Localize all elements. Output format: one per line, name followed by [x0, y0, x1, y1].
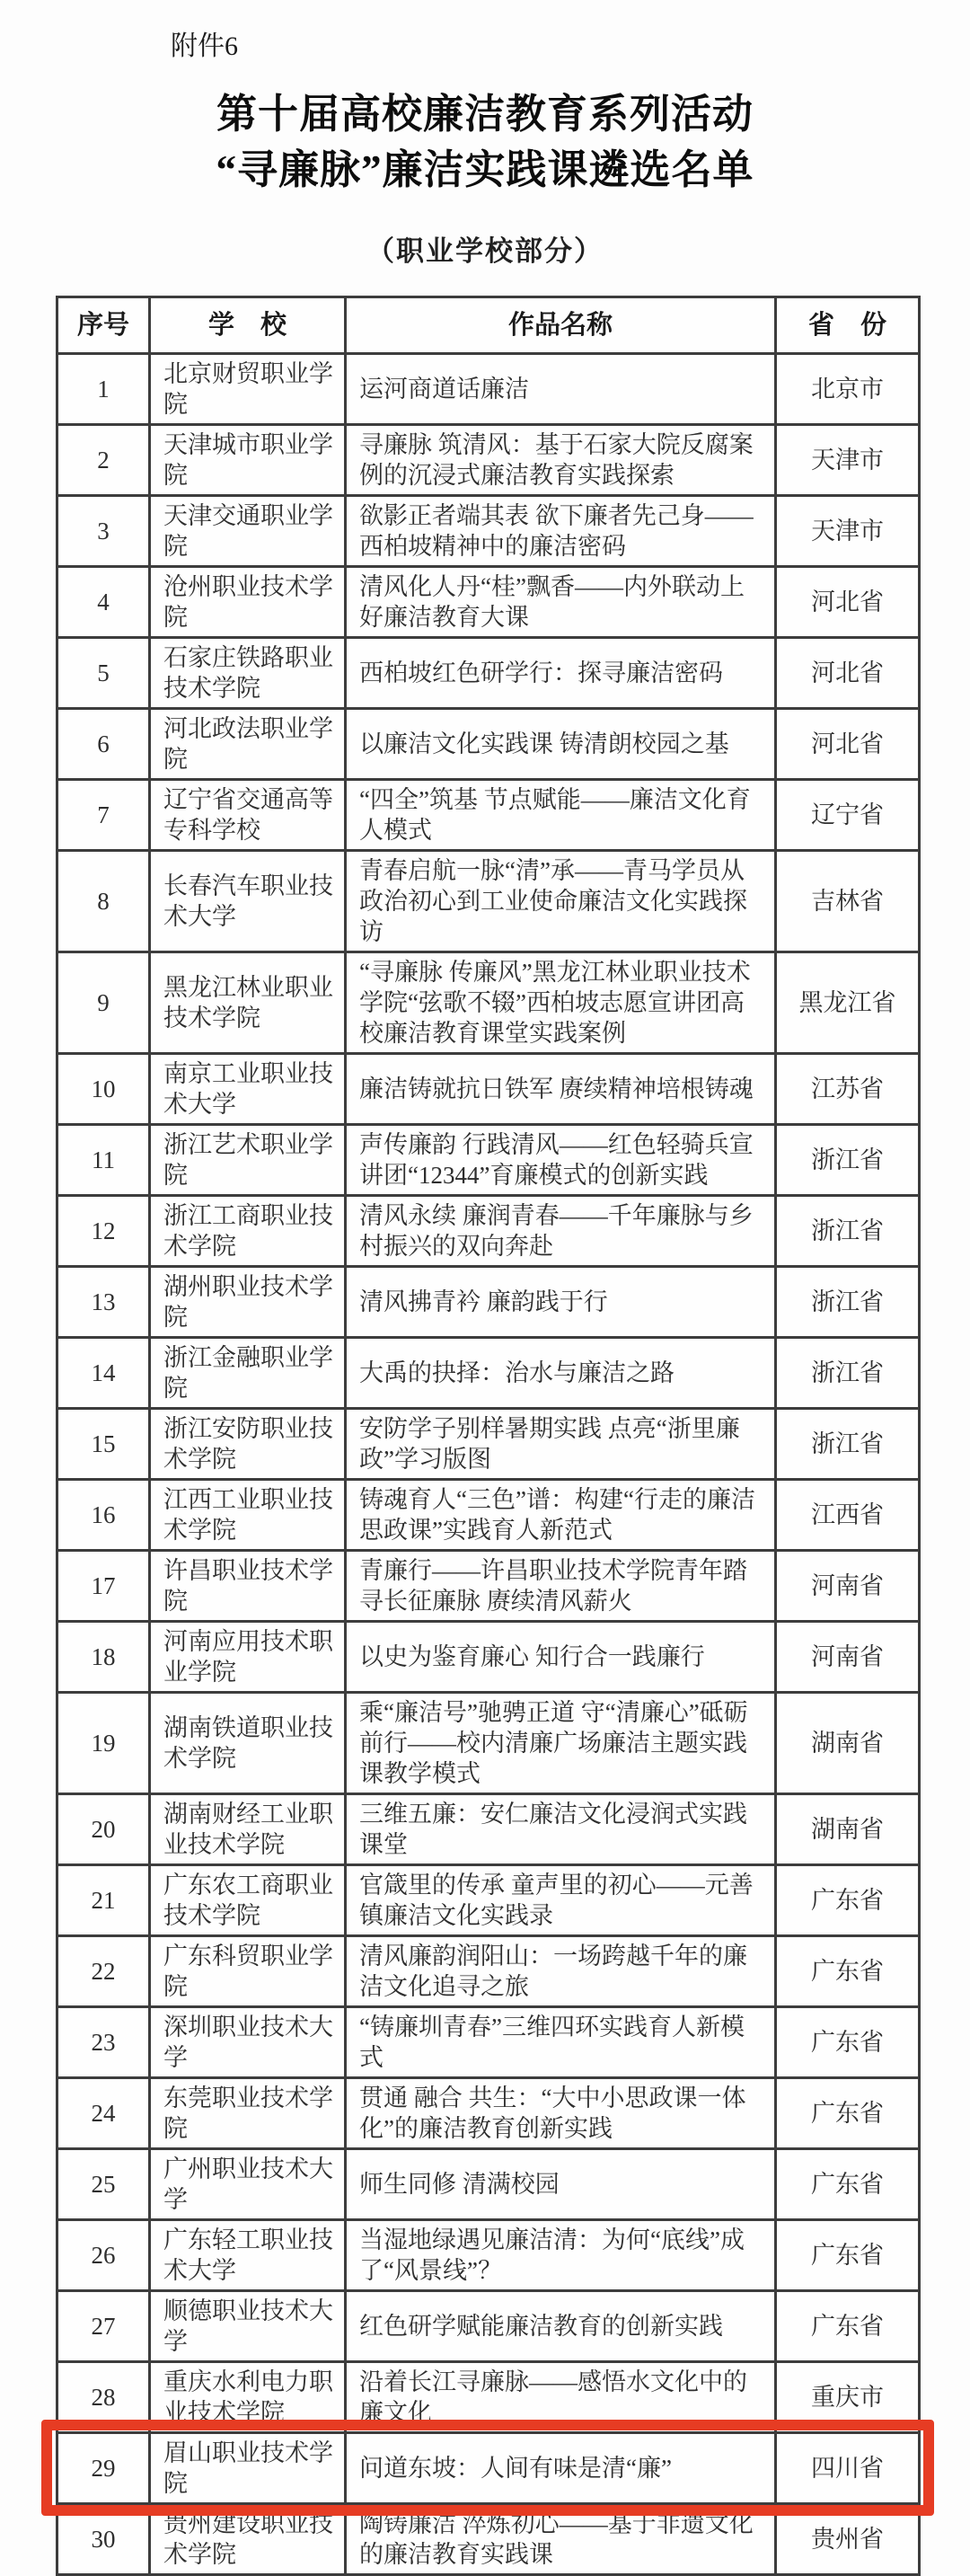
row-no: 9 [57, 952, 150, 1054]
table-row [57, 1125, 920, 1196]
row-work: 官箴里的传承 童声里的初心——元善镇廉洁文化实践录 [346, 1865, 776, 1936]
row-province: 天津市 [776, 496, 920, 567]
table-row [57, 1409, 920, 1480]
row-school: 河北政法职业学院 [150, 709, 346, 780]
row-province: 四川省 [776, 2433, 920, 2504]
table-row [57, 2504, 920, 2575]
row-work: 三维五廉：安仁廉洁文化浸润式实践课堂 [346, 1794, 776, 1865]
row-no: 10 [57, 1054, 150, 1125]
row-no: 12 [57, 1196, 150, 1267]
row-no: 6 [57, 709, 150, 780]
row-work: 当湿地绿遇见廉洁清：为何“底线”成了“风景线”？ [346, 2220, 776, 2291]
row-province: 浙江省 [776, 1409, 920, 1480]
row-no: 30 [57, 2504, 150, 2575]
row-school: 天津城市职业学院 [150, 425, 346, 496]
row-school: 南京工业职业技术大学 [150, 1054, 346, 1125]
row-work: 清风廉韵润阳山：一场跨越千年的廉洁文化追寻之旅 [346, 1936, 776, 2007]
row-no: 18 [57, 1622, 150, 1693]
row-no: 21 [57, 1865, 150, 1936]
row-province: 广东省 [776, 1865, 920, 1936]
row-no: 14 [57, 1338, 150, 1409]
row-school: 贵州建设职业技术学院 [150, 2504, 346, 2575]
row-work: 青春启航一脉“清”承——青马学员从政治初心到工业使命廉洁文化实践探访 [346, 851, 776, 952]
row-work: 以廉洁文化实践课 铸清朗校园之基 [346, 709, 776, 780]
row-province: 河北省 [776, 567, 920, 638]
table-row [57, 2149, 920, 2220]
row-no: 8 [57, 851, 150, 952]
row-province: 辽宁省 [776, 780, 920, 851]
row-no: 11 [57, 1125, 150, 1196]
row-school: 湖南财经工业职业技术学院 [150, 1794, 346, 1865]
table-row [57, 1267, 920, 1338]
row-no: 22 [57, 1936, 150, 2007]
table-row [57, 2433, 920, 2504]
selection-table [56, 296, 921, 2576]
row-province: 广东省 [776, 2220, 920, 2291]
header-school: 学 校 [150, 297, 346, 354]
row-no: 1 [57, 354, 150, 425]
table-row [57, 952, 920, 1054]
row-no: 19 [57, 1693, 150, 1794]
row-work: 欲影正者端其表 欲下廉者先己身——西柏坡精神中的廉洁密码 [346, 496, 776, 567]
row-work: 红色研学赋能廉洁教育的创新实践 [346, 2291, 776, 2362]
row-work: 沿着长江寻廉脉——感悟水文化中的廉文化 [346, 2362, 776, 2433]
table-row [57, 496, 920, 567]
page-title [0, 86, 970, 198]
row-work: “铸廉圳青春”三维四环实践育人新模式 [346, 2007, 776, 2078]
table-row [57, 2078, 920, 2149]
table-row [57, 709, 920, 780]
row-no: 13 [57, 1267, 150, 1338]
attachment-label: 附件6 [171, 31, 238, 61]
row-work: 西柏坡红色研学行：探寻廉洁密码 [346, 638, 776, 709]
row-province: 广东省 [776, 2291, 920, 2362]
row-school: 浙江安防职业技术学院 [150, 1409, 346, 1480]
table-row [57, 1196, 920, 1267]
page-title-line1: 第十届高校廉洁教育系列活动 [216, 92, 754, 137]
row-province: 河南省 [776, 1551, 920, 1622]
row-no: 2 [57, 425, 150, 496]
row-no: 26 [57, 2220, 150, 2291]
row-school: 深圳职业技术大学 [150, 2007, 346, 2078]
row-no: 29 [57, 2433, 150, 2504]
row-work: 铸魂育人“三色”谱：构建“行走的廉洁思政课”实践育人新范式 [346, 1480, 776, 1551]
row-work: 贯通 融合 共生：“大中小思政课一体化”的廉洁教育创新实践 [346, 2078, 776, 2149]
row-school: 浙江艺术职业学院 [150, 1125, 346, 1196]
row-province: 浙江省 [776, 1338, 920, 1409]
row-school: 江西工业职业技术学院 [150, 1480, 346, 1551]
header-no: 序号 [57, 297, 150, 354]
row-work: 乘“廉洁号”驰骋正道 守“清廉心”砥砺前行——校内清廉广场廉洁主题实践课教学模式 [346, 1693, 776, 1794]
table-row [57, 1054, 920, 1125]
table-row [57, 354, 920, 425]
row-work: 廉洁铸就抗日铁军 赓续精神培根铸魂 [346, 1054, 776, 1125]
row-school: 北京财贸职业学院 [150, 354, 346, 425]
table-row [57, 2291, 920, 2362]
row-work: 安防学子别样暑期实践 点亮“浙里廉政”学习版图 [346, 1409, 776, 1480]
row-no: 3 [57, 496, 150, 567]
row-work: 声传廉韵 行践清风——红色轻骑兵宣讲团“12344”育廉模式的创新实践 [346, 1125, 776, 1196]
row-school: 顺德职业技术大学 [150, 2291, 346, 2362]
table-row [57, 638, 920, 709]
row-school: 湖州职业技术学院 [150, 1267, 346, 1338]
table-row [57, 425, 920, 496]
row-school: 广州职业技术大学 [150, 2149, 346, 2220]
row-province: 江苏省 [776, 1054, 920, 1125]
row-province: 黑龙江省 [776, 952, 920, 1054]
row-province: 广东省 [776, 1936, 920, 2007]
row-work: 寻廉脉 筑清风：基于石家大院反腐案例的沉浸式廉洁教育实践探索 [346, 425, 776, 496]
row-school: 湖南铁道职业技术学院 [150, 1693, 346, 1794]
table-row [57, 2362, 920, 2433]
row-school: 许昌职业技术学院 [150, 1551, 346, 1622]
row-province: 湖南省 [776, 1693, 920, 1794]
table-row [57, 780, 920, 851]
row-no: 15 [57, 1409, 150, 1480]
table-row [57, 1480, 920, 1551]
table-row [57, 1551, 920, 1622]
table-row [57, 1936, 920, 2007]
row-no: 17 [57, 1551, 150, 1622]
row-province: 江西省 [776, 1480, 920, 1551]
row-province: 广东省 [776, 2149, 920, 2220]
header-row [57, 297, 920, 354]
row-province: 广东省 [776, 2078, 920, 2149]
row-no: 25 [57, 2149, 150, 2220]
row-province: 河北省 [776, 638, 920, 709]
row-work: 清风拂青衿 廉韵践于行 [346, 1267, 776, 1338]
row-province: 贵州省 [776, 2504, 920, 2575]
row-school: 眉山职业技术学院 [150, 2433, 346, 2504]
row-province: 广东省 [776, 2007, 920, 2078]
table-row [57, 2220, 920, 2291]
row-school: 长春汽车职业技术大学 [150, 851, 346, 952]
row-no: 5 [57, 638, 150, 709]
row-province: 浙江省 [776, 1267, 920, 1338]
table-header [57, 297, 920, 354]
table-row [57, 851, 920, 952]
row-no: 23 [57, 2007, 150, 2078]
table-row [57, 1622, 920, 1693]
row-school: 广东轻工职业技术大学 [150, 2220, 346, 2291]
row-work: “寻廉脉 传廉风”黑龙江林业职业技术学院“弦歌不辍”西柏坡志愿宣讲团高校廉洁教育课堂实践案例 [346, 952, 776, 1054]
table-row [57, 1338, 920, 1409]
row-school: 天津交通职业学院 [150, 496, 346, 567]
table-body [57, 354, 920, 2575]
row-province: 浙江省 [776, 1125, 920, 1196]
row-work: 青廉行——许昌职业技术学院青年踏寻长征廉脉 赓续清风薪火 [346, 1551, 776, 1622]
sheet [0, 296, 970, 2576]
row-no: 28 [57, 2362, 150, 2433]
row-work: 以史为鉴育廉心 知行合一践廉行 [346, 1622, 776, 1693]
row-province: 北京市 [776, 354, 920, 425]
row-school: 浙江工商职业技术学院 [150, 1196, 346, 1267]
row-work: 清风化人丹“桂”飘香——内外联动上好廉洁教育大课 [346, 567, 776, 638]
row-school: 浙江金融职业学院 [150, 1338, 346, 1409]
row-school: 东莞职业技术学院 [150, 2078, 346, 2149]
row-no: 7 [57, 780, 150, 851]
row-work: 师生同修 清满校园 [346, 2149, 776, 2220]
header-work: 作品名称 [346, 297, 776, 354]
row-school: 黑龙江林业职业技术学院 [150, 952, 346, 1054]
row-province: 河南省 [776, 1622, 920, 1693]
row-work: “四全”筑基 节点赋能——廉洁文化育人模式 [346, 780, 776, 851]
row-no: 24 [57, 2078, 150, 2149]
table-row [57, 1865, 920, 1936]
row-province: 吉林省 [776, 851, 920, 952]
row-work: 大禹的抉择：治水与廉洁之路 [346, 1338, 776, 1409]
row-no: 4 [57, 567, 150, 638]
row-province: 湖南省 [776, 1794, 920, 1865]
row-province: 浙江省 [776, 1196, 920, 1267]
row-school: 沧州职业技术学院 [150, 567, 346, 638]
table-row [57, 567, 920, 638]
row-school: 广东农工商职业技术学院 [150, 1865, 346, 1936]
row-province: 重庆市 [776, 2362, 920, 2433]
row-work: 问道东坡：人间有味是清“廉” [346, 2433, 776, 2504]
row-school: 重庆水利电力职业技术学院 [150, 2362, 346, 2433]
row-school: 石家庄铁路职业技术学院 [150, 638, 346, 709]
row-school: 河南应用技术职业学院 [150, 1622, 346, 1693]
row-work: 陶铸廉洁 淬炼初心——基于非遗文化的廉洁教育实践课 [346, 2504, 776, 2575]
row-school: 辽宁省交通高等专科学校 [150, 780, 346, 851]
row-no: 16 [57, 1480, 150, 1551]
header-province: 省 份 [776, 297, 920, 354]
row-work: 清风永续 廉润青春——千年廉脉与乡村振兴的双向奔赴 [346, 1196, 776, 1267]
row-province: 河北省 [776, 709, 920, 780]
row-no: 20 [57, 1794, 150, 1865]
table-row [57, 1794, 920, 1865]
row-work: 运河商道话廉洁 [346, 354, 776, 425]
row-school: 广东科贸职业学院 [150, 1936, 346, 2007]
table-row [57, 2007, 920, 2078]
row-province: 天津市 [776, 425, 920, 496]
page-title-line2: “寻廉脉”廉洁实践课遴选名单 [216, 147, 754, 193]
page-subtitle: （职业学校部分） [366, 235, 604, 268]
table-row [57, 1693, 920, 1794]
row-no: 27 [57, 2291, 150, 2362]
